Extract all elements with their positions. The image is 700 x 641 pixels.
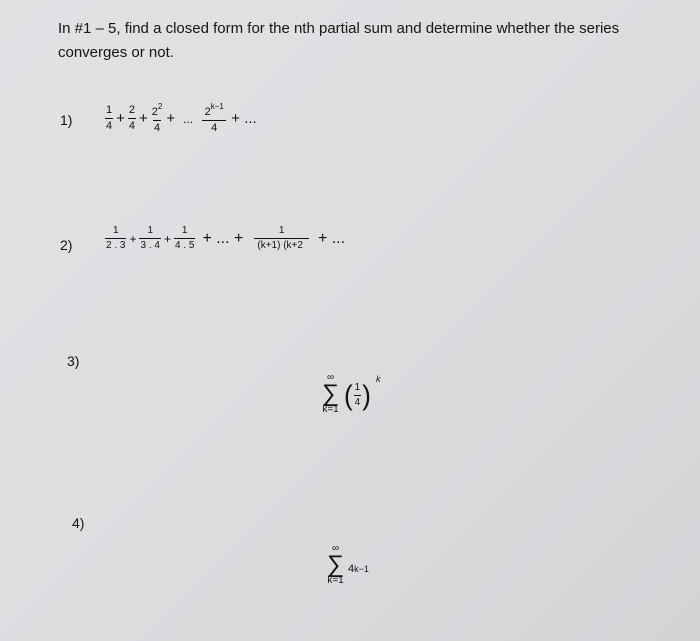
term-numerator: 2 <box>128 104 136 116</box>
problem-1-series <box>104 103 259 134</box>
problem-1-term-3 <box>151 103 164 134</box>
right-paren: ) <box>362 379 371 411</box>
term-numerator: 1 <box>181 225 188 236</box>
term-numerator: 1 <box>278 225 285 236</box>
instructions-text: In #1 – 5, find a closed form for the nth partial sum and determine whether the series converges or not. <box>58 20 620 61</box>
plus-sign: + <box>166 110 176 127</box>
term-denominator: 2 . 3 <box>106 240 126 251</box>
numerator-base: 2 <box>151 106 158 118</box>
problem-2-number: 2) <box>60 237 73 253</box>
term-denominator: 4 <box>154 122 161 134</box>
term-numerator <box>151 103 164 120</box>
problem-3-term <box>344 379 371 411</box>
problem-2-series <box>104 226 347 251</box>
problem-2-term-3 <box>174 226 195 251</box>
term-base: 4 <box>348 563 355 575</box>
numerator-base: 2 <box>204 106 211 118</box>
problem-1-term-1 <box>105 105 113 132</box>
problem-4-term <box>348 563 369 575</box>
ellipsis: ... <box>183 111 194 126</box>
sum-lower-limit: k=1 <box>327 575 344 586</box>
numerator-exponent: 2 <box>157 102 163 111</box>
term-denominator: 4 <box>106 120 113 132</box>
series-middle: + ... + <box>202 229 244 247</box>
term-numerator: 1 <box>106 104 113 116</box>
problem-3-number: 3) <box>67 353 80 369</box>
problem-2-term-1 <box>105 226 126 251</box>
term-numerator <box>204 103 225 120</box>
term-numerator: 1 <box>147 225 153 236</box>
term-denominator: 4 <box>128 120 136 132</box>
term-denominator: (k+1) (k+2 <box>254 238 309 251</box>
problem-2-term-k <box>254 226 309 251</box>
series-tail: + ... <box>317 229 346 247</box>
sum-lower-limit: k=1 <box>322 404 339 415</box>
plus-sign: + <box>163 231 171 246</box>
problem-1-term-k <box>202 103 226 134</box>
plus-sign: + <box>129 231 137 246</box>
base-numerator: 1 <box>354 381 361 393</box>
left-paren: ( <box>344 379 353 411</box>
term-denominator: 3 . 4 <box>140 240 160 251</box>
plus-sign: + <box>139 110 148 127</box>
term-denominator: 4 . 5 <box>174 240 195 251</box>
problem-1-number: 1) <box>60 112 73 128</box>
problem-3-summation <box>322 373 339 415</box>
sum-upper-limit: ∞ <box>326 372 335 383</box>
problem-4-number: 4) <box>72 515 85 531</box>
base-denominator: 4 <box>354 396 361 408</box>
sigma-symbol: ∑ <box>327 551 345 578</box>
sigma-symbol: ∑ <box>322 380 340 407</box>
sum-upper-limit: ∞ <box>331 543 340 554</box>
plus-sign: + <box>116 110 125 127</box>
series-tail: + ... <box>231 110 257 127</box>
problem-4-summation <box>327 544 344 586</box>
term-exponent: k−1 <box>354 564 369 574</box>
term-numerator: 1 <box>112 225 119 236</box>
problem-2-term-2 <box>139 226 160 251</box>
term-denominator: 4 <box>202 120 226 134</box>
problem-3-exponent: k <box>376 374 381 384</box>
problem-1-term-2 <box>128 105 136 132</box>
numerator-exponent: k−1 <box>210 102 224 111</box>
problem-3-base-fraction <box>354 383 362 408</box>
